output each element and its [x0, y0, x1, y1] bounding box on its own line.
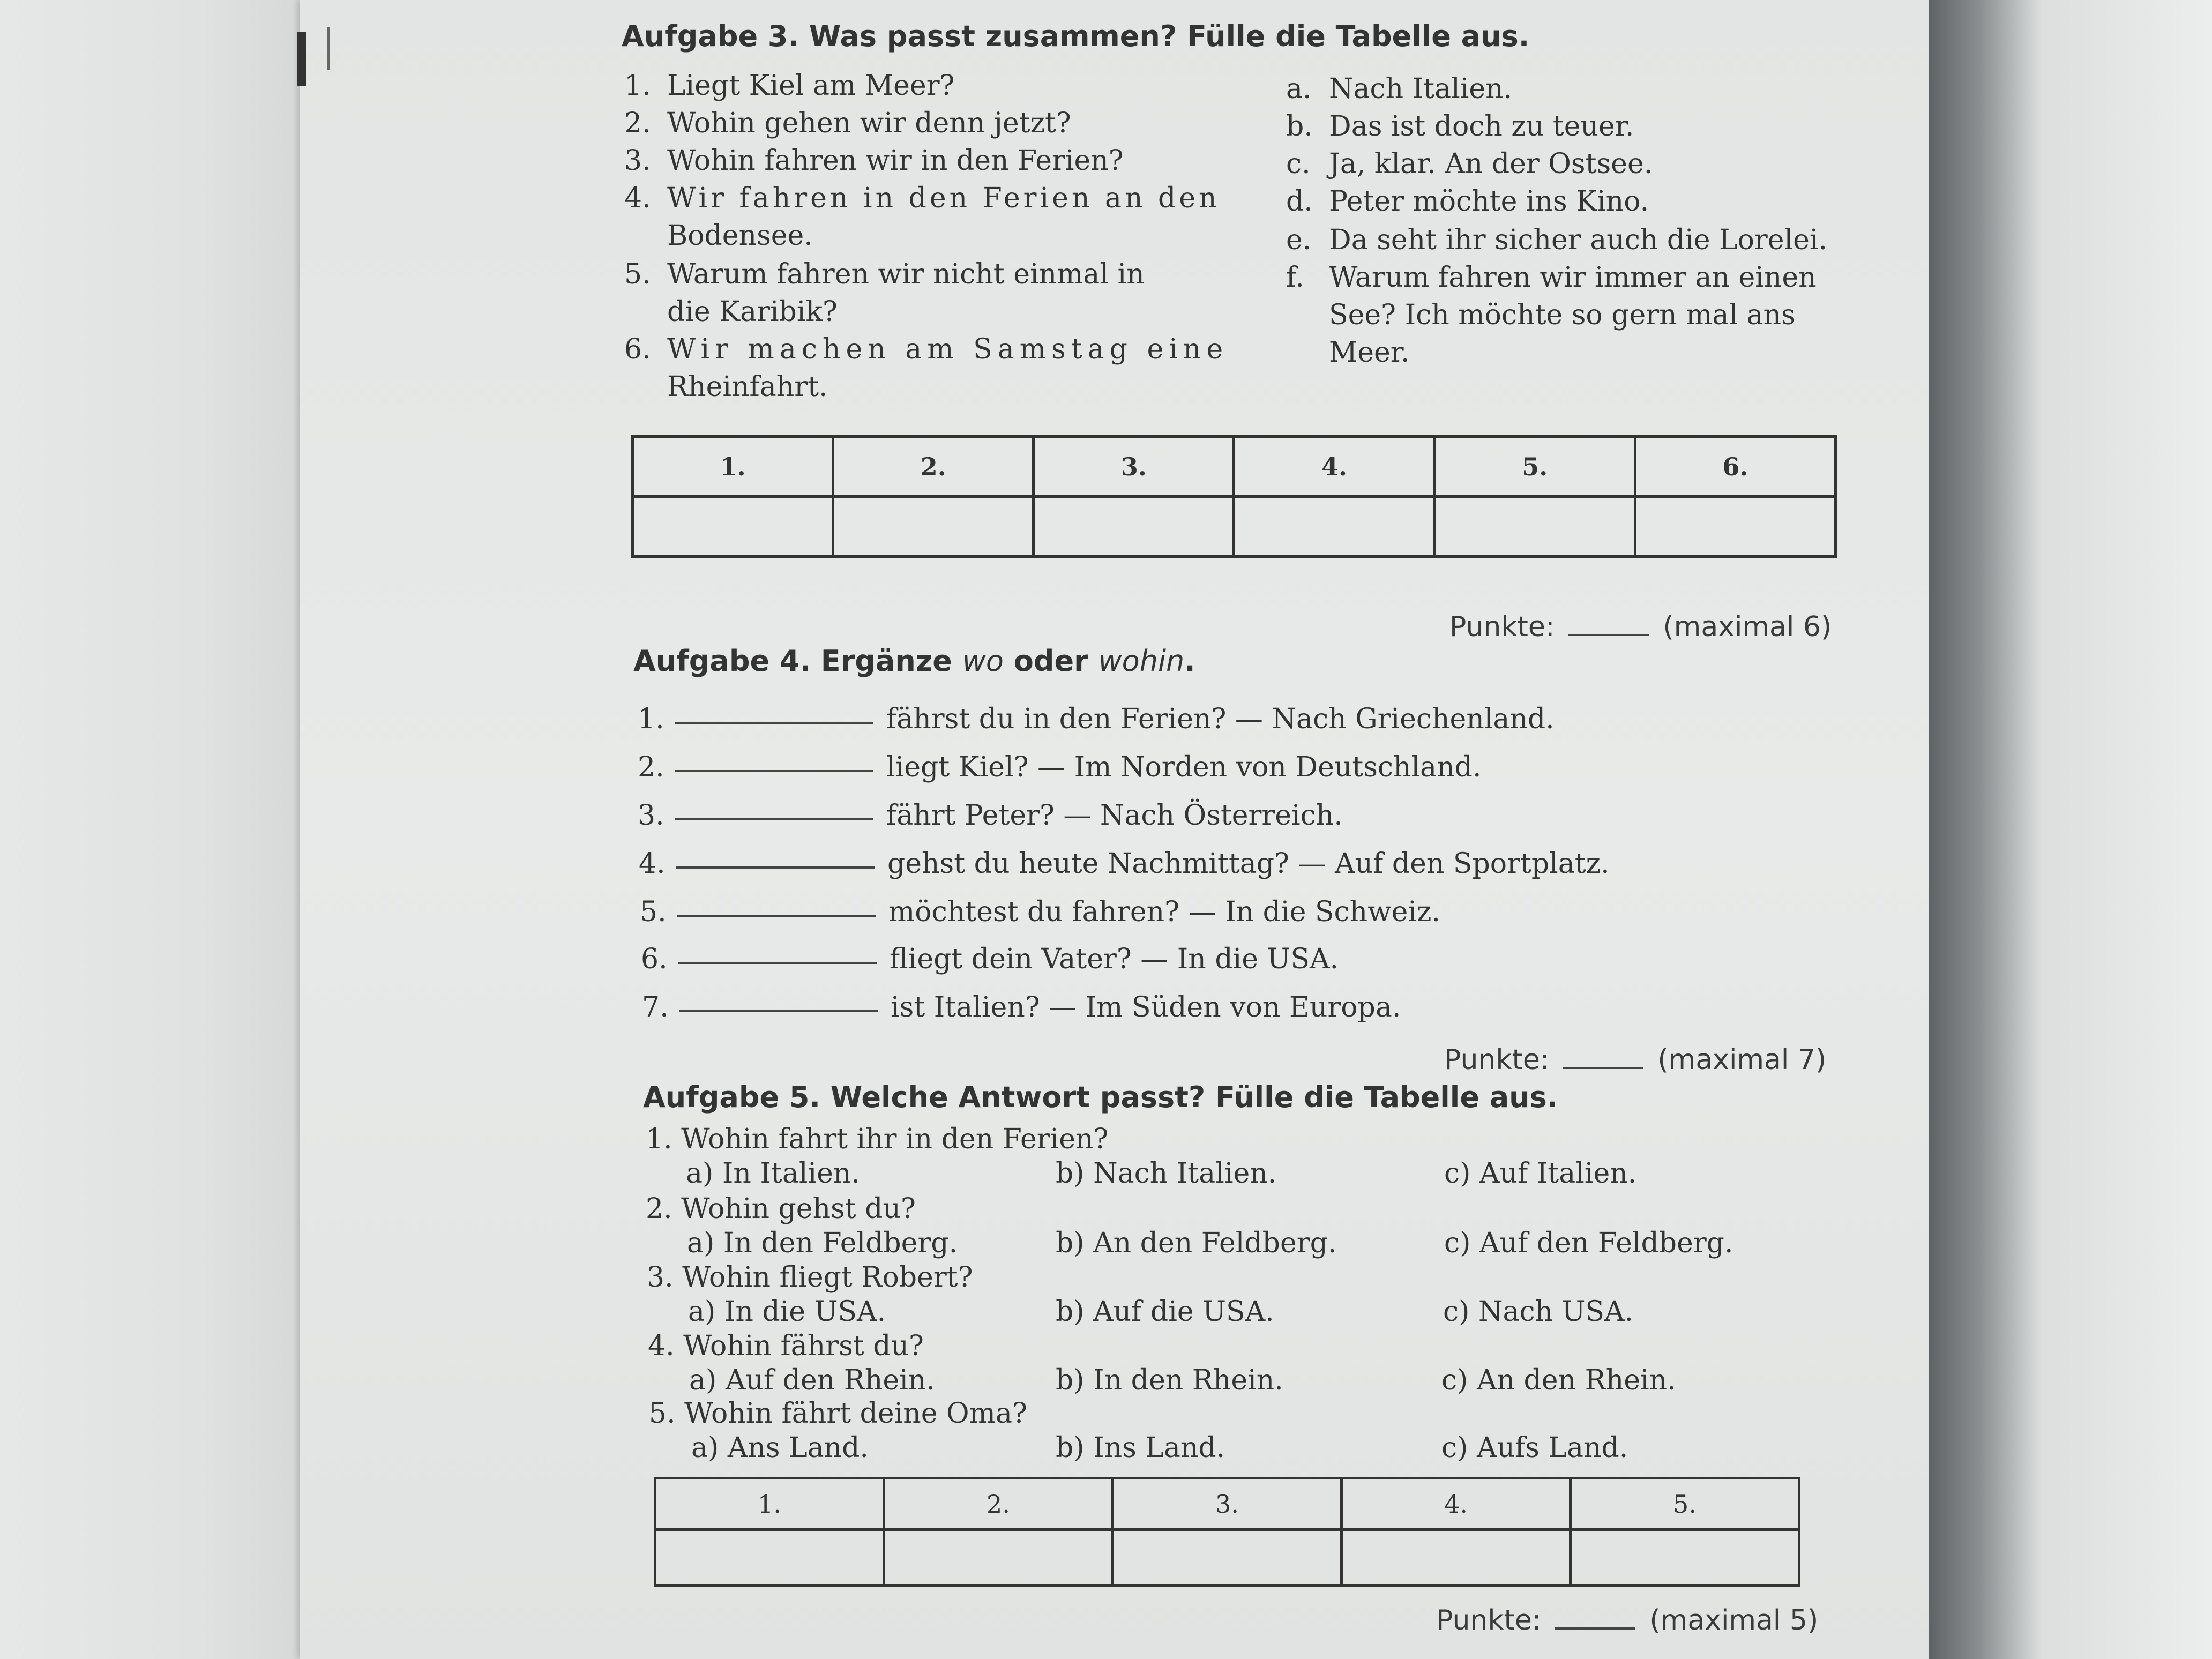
task4-heading: Aufgabe 4. Ergänze wo oder wohin. [633, 644, 1195, 678]
background-left [0, 0, 332, 1659]
answer-cell[interactable] [1571, 1530, 1799, 1586]
answer-item: a. Nach Italien. [1286, 73, 1513, 105]
answer-blank[interactable] [678, 959, 877, 964]
points-blank[interactable] [1555, 1627, 1635, 1630]
answer-item: d. Peter möchte ins Kino. [1286, 185, 1649, 218]
option-c[interactable]: c) Aufs Land. [1441, 1432, 1628, 1464]
fill-item: 2. liegt Kiel? — Im Norden von Deutschland. [638, 751, 1482, 783]
table-header-cell: 2. [884, 1478, 1113, 1530]
answer-blank[interactable] [675, 815, 873, 820]
question-item: 3. Wohin fliegt Robert? [647, 1261, 973, 1294]
answer-blank[interactable] [675, 767, 873, 772]
answer-item: b. Das ist doch zu teuer. [1286, 110, 1634, 143]
fill-item: 1. fährst du in den Ferien? — Nach Griechenland. [638, 703, 1555, 735]
answer-blank[interactable] [677, 911, 876, 917]
task4-points: Punkte: (maximal 7) [1444, 1044, 1827, 1076]
task5-heading: Aufgabe 5. Welche Antwort passt? Fülle die Tabelle aus. [643, 1080, 1558, 1114]
question-item: 5. Warum fahren wir nicht einmal in [624, 258, 1145, 290]
fill-item: 5. möchtest du fahren? — In die Schweiz. [640, 896, 1440, 928]
option-c[interactable]: c) Nach USA. [1443, 1296, 1634, 1328]
points-blank[interactable] [1563, 1067, 1643, 1069]
answer-blank[interactable] [675, 719, 873, 724]
answer-item: e. Da seht ihr sicher auch die Lorelei. [1286, 224, 1828, 256]
points-blank[interactable] [1568, 634, 1649, 636]
table-header-cell: 3. [1034, 437, 1234, 497]
option-b[interactable]: b) An den Feldberg. [1056, 1227, 1337, 1259]
answer-cell[interactable] [655, 1530, 884, 1586]
binding-mark [297, 32, 306, 86]
answer-cell[interactable] [1342, 1530, 1571, 1586]
table-header-cell: 1. [633, 437, 833, 497]
answer-cell[interactable] [1635, 497, 1835, 557]
option-a[interactable]: a) In Italien. [686, 1157, 860, 1190]
question-item: 2. Wohin gehen wir denn jetzt? [624, 107, 1071, 139]
binding-mark [327, 27, 330, 70]
answer-cell[interactable] [633, 497, 833, 557]
question-item-continuation: Bodensee. [667, 220, 813, 252]
task3-answer-table [631, 435, 1837, 558]
option-a[interactable]: a) Ans Land. [691, 1432, 869, 1464]
option-a[interactable]: a) Auf den Rhein. [689, 1364, 935, 1396]
option-c[interactable]: c) An den Rhein. [1441, 1364, 1676, 1396]
table-header-cell: 6. [1635, 437, 1835, 497]
fill-item: 6. fliegt dein Vater? — In die USA. [641, 943, 1339, 975]
table-header-cell: 2. [833, 437, 1034, 497]
question-item-continuation: Rheinfahrt. [667, 371, 828, 403]
answer-blank[interactable] [676, 863, 875, 869]
question-item: 4. Wir fahren in den Ferien an den [624, 182, 1220, 214]
table-header-cell: 4. [1342, 1478, 1571, 1530]
question-item: 4. Wohin fährst du? [648, 1330, 924, 1362]
fill-item: 4. gehst du heute Nachmittag? — Auf den Sportplatz. [639, 848, 1610, 880]
answer-cell[interactable] [884, 1530, 1113, 1586]
task3-points: Punkte: (maximal 6) [1449, 611, 1832, 643]
table-header-cell: 5. [1571, 1478, 1799, 1530]
option-a[interactable]: a) In die USA. [688, 1296, 886, 1328]
option-c[interactable]: c) Auf den Feldberg. [1444, 1227, 1733, 1259]
fill-item: 3. fährt Peter? — Nach Österreich. [638, 799, 1343, 832]
answer-item-continuation: See? Ich möchte so gern mal ans [1329, 299, 1796, 331]
answer-item: c. Ja, klar. An der Ostsee. [1286, 148, 1653, 180]
question-item-continuation: die Karibik? [667, 296, 838, 328]
question-item: 2. Wohin gehst du? [646, 1193, 916, 1225]
task5-answer-table [654, 1477, 1800, 1587]
table-header-cell: 3. [1113, 1478, 1342, 1530]
answer-cell[interactable] [1034, 497, 1234, 557]
option-b[interactable]: b) Auf die USA. [1056, 1296, 1274, 1328]
book-spine-shadow [1929, 0, 2212, 1659]
fill-item: 7. ist Italien? — Im Süden von Europa. [642, 991, 1401, 1023]
question-item: 6. Wir machen am Samstag eine [624, 333, 1229, 365]
option-a[interactable]: a) In den Feldberg. [687, 1227, 958, 1259]
answer-cell[interactable] [1234, 497, 1434, 557]
answer-blank[interactable] [679, 1007, 878, 1012]
answer-cell[interactable] [1113, 1530, 1342, 1586]
table-header-cell: 1. [655, 1478, 884, 1530]
question-item: 3. Wohin fahren wir in den Ferien? [624, 145, 1124, 177]
question-item: 1. Wohin fahrt ihr in den Ferien? [646, 1123, 1109, 1155]
table-header-cell: 5. [1434, 437, 1635, 497]
option-b[interactable]: b) Ins Land. [1056, 1432, 1225, 1464]
option-c[interactable]: c) Auf Italien. [1444, 1157, 1637, 1190]
question-item: 5. Wohin fährt deine Oma? [649, 1398, 1027, 1430]
answer-cell[interactable] [833, 497, 1034, 557]
answer-cell[interactable] [1434, 497, 1635, 557]
task5-points: Punkte: (maximal 5) [1436, 1604, 1819, 1636]
table-header-cell: 4. [1234, 437, 1434, 497]
task3-heading: Aufgabe 3. Was passt zusammen? Fülle die Tabelle aus. [622, 19, 1530, 53]
option-b[interactable]: b) Nach Italien. [1056, 1157, 1277, 1190]
option-b[interactable]: b) In den Rhein. [1056, 1364, 1283, 1396]
question-item: 1. Liegt Kiel am Meer? [624, 70, 955, 102]
answer-item-continuation: Meer. [1329, 337, 1410, 369]
answer-item: f. Warum fahren wir immer an einen [1286, 261, 1817, 294]
